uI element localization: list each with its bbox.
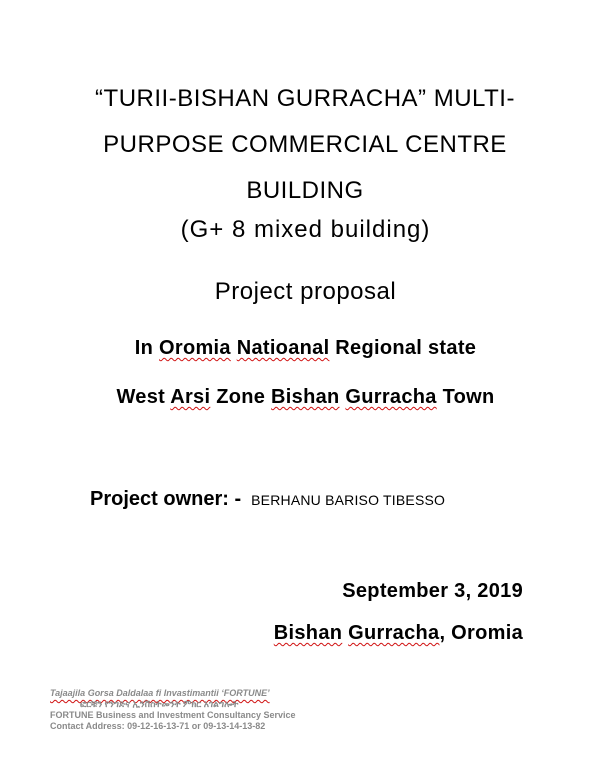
owner-name: BERHANU BARISO TIBESSO (251, 492, 446, 508)
region-line-2 (0, 386, 611, 409)
title-line-3: BUILDING (246, 177, 364, 204)
region-word-natioanal: Natioanal (236, 337, 330, 359)
place-word-bishan: Bishan (273, 622, 343, 644)
building-type-subtitle: (G+ 8 mixed building) (180, 216, 431, 243)
owner-label: Project owner: - (90, 488, 242, 510)
region-word-arsi: Arsi (170, 386, 211, 408)
proposal-label: Project proposal (214, 278, 397, 305)
region-word-in: In (134, 337, 154, 359)
document-date: September 3, 2019 (342, 580, 523, 602)
footer-line-3: FORTUNE Business and Investment Consultancy Service (50, 710, 296, 720)
region-word-oromia: Oromia (159, 337, 231, 359)
region-word-bishan: Bishan (271, 386, 340, 408)
title-line-2: PURPOSE COMMERCIAL CENTRE (103, 131, 507, 158)
document-place (274, 622, 523, 645)
consultancy-footer (50, 688, 296, 732)
region-word-regional-state: Regional state (335, 337, 477, 359)
footer-line-1: Tajaajila Gorsa Daldalaa fi Invastimantii ‘FORTUNE’ (50, 688, 270, 698)
place-word-oromia: , Oromia (439, 622, 523, 644)
region-line-1 (0, 337, 611, 360)
footer-line-4: Contact Address: 09-12-16-13-71 or 09-13-14-13-82 (50, 721, 266, 731)
footer-line-2: ፎርቹን የንግድና ኢንቨስትመንት ምክር አገልግሎት (80, 699, 239, 709)
region-word-west: West (116, 386, 166, 408)
region-word-gurracha: Gurracha (345, 386, 437, 408)
project-owner (90, 488, 445, 511)
region-word-town: Town (442, 386, 495, 408)
title-line-1: “TURII-BISHAN GURRACHA” MULTI- (95, 85, 515, 112)
place-word-gurracha: Gurracha (348, 622, 440, 644)
document-title (70, 76, 540, 214)
region-word-zone: Zone (216, 386, 266, 408)
